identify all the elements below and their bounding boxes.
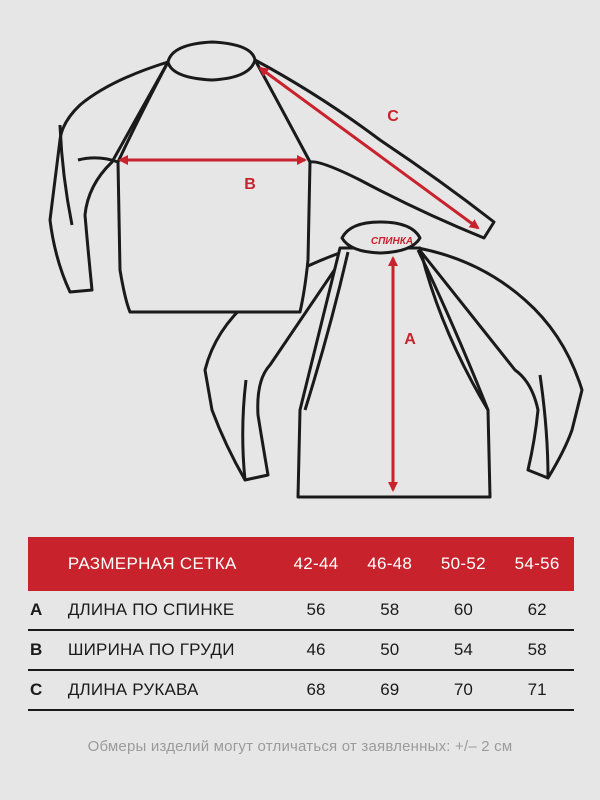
row-value: 56 [279, 591, 353, 630]
size-header-4: 54-56 [500, 537, 574, 591]
header-spacer [28, 537, 68, 591]
size-table-header-row [28, 537, 574, 591]
table-row [28, 670, 574, 710]
size-header-1: 42-44 [279, 537, 353, 591]
measurement-b-label: B [244, 176, 256, 193]
size-header-2: 46-48 [353, 537, 427, 591]
size-header-3: 50-52 [427, 537, 501, 591]
back-collar-label: СПИНКА [370, 236, 414, 247]
measurement-disclaimer: Обмеры изделий могут отличаться от заявленных: +/– 2 см [87, 738, 513, 755]
row-name: ДЛИНА РУКАВА [68, 670, 279, 710]
row-value: 54 [427, 630, 501, 670]
row-value: 68 [279, 670, 353, 710]
row-value: 46 [279, 630, 353, 670]
row-letter: C [28, 670, 68, 710]
row-letter: A [28, 591, 68, 630]
size-table [28, 537, 574, 711]
row-value: 60 [427, 591, 501, 630]
row-name: ДЛИНА ПО СПИНКЕ [68, 591, 279, 630]
row-value: 62 [500, 591, 574, 630]
row-value: 69 [353, 670, 427, 710]
table-row [28, 591, 574, 630]
measurement-c-label: C [387, 108, 399, 125]
row-name: ШИРИНА ПО ГРУДИ [68, 630, 279, 670]
row-letter: B [28, 630, 68, 670]
row-value: 58 [500, 630, 574, 670]
row-value: 58 [353, 591, 427, 630]
table-row [28, 630, 574, 670]
row-value: 50 [353, 630, 427, 670]
size-table-title: РАЗМЕРНАЯ СЕТКА [68, 537, 279, 591]
row-value: 71 [500, 670, 574, 710]
row-value: 70 [427, 670, 501, 710]
measurement-a-label: A [404, 331, 416, 348]
